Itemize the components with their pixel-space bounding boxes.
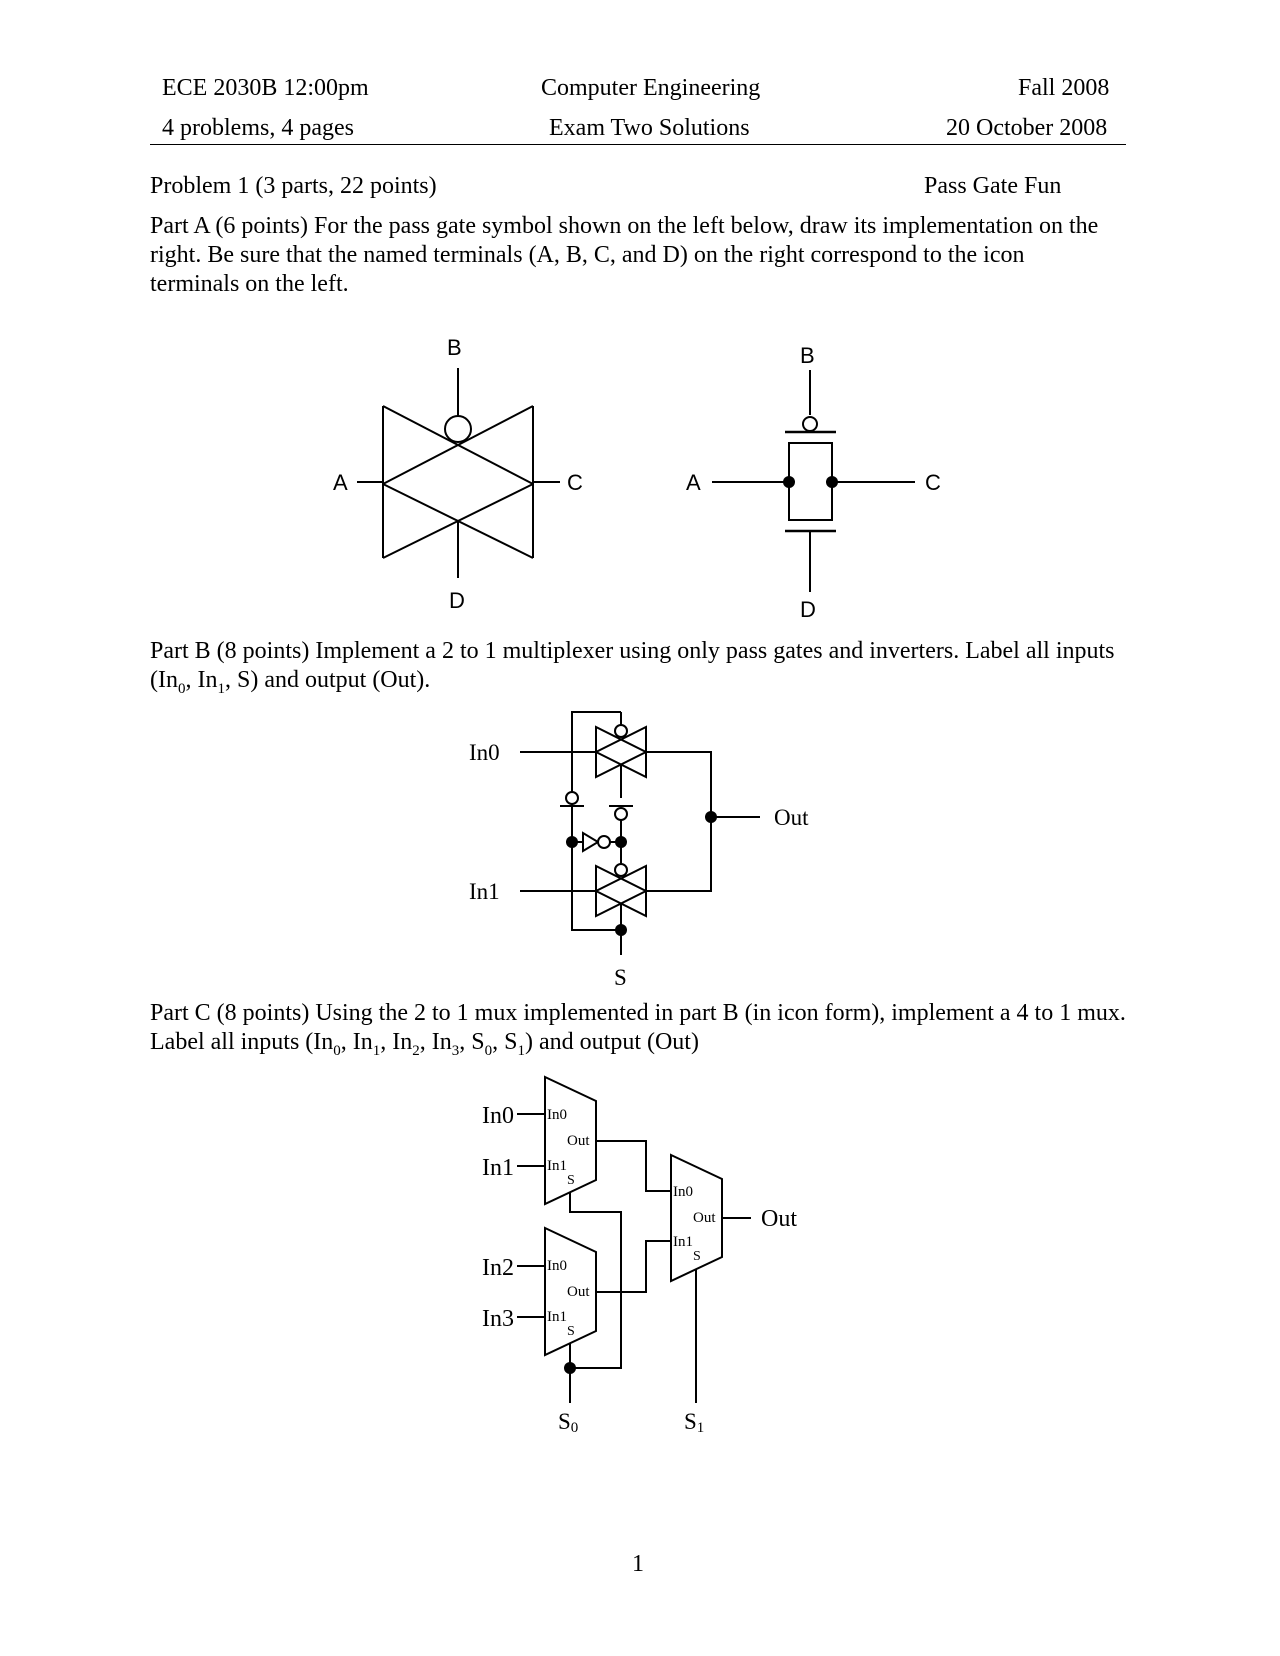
impl-bubble xyxy=(803,417,817,431)
pass-gate-implementation xyxy=(686,343,941,622)
header-term: Fall 2008 xyxy=(1018,75,1110,101)
label-s: S xyxy=(614,965,627,990)
pg1-bubble xyxy=(615,725,627,737)
impl-label-a: A xyxy=(686,470,701,495)
label-c-in2: In2 xyxy=(482,1255,514,1281)
label-in0: In0 xyxy=(469,740,500,765)
icon-label-c: C xyxy=(567,470,583,495)
header-dept: Computer Engineering xyxy=(541,75,761,101)
label-s1: S1 xyxy=(684,1409,705,1436)
part-a-text: Part A (6 points) For the pass gate symbol shown on the left below, draw its implementation on the right. Be sure that the named terminals (A, B, C, and D) on the right correspond to the icon terminals on the left. xyxy=(150,213,1099,297)
ctrl-bubble-left xyxy=(566,792,578,804)
mux-b-in0: In0 xyxy=(547,1258,567,1274)
inverter xyxy=(583,833,598,851)
page-number: 1 xyxy=(632,1551,644,1577)
mux-c-in0: In0 xyxy=(673,1184,693,1200)
out-node xyxy=(705,811,717,823)
inv-bubble xyxy=(598,836,610,848)
label-c-out: Out xyxy=(761,1206,797,1232)
pg2-bubble xyxy=(615,864,627,876)
label-c-in3: In3 xyxy=(482,1306,514,1332)
impl-label-b: B xyxy=(800,343,815,368)
inv-node-right xyxy=(615,836,627,848)
icon-label-b: B xyxy=(447,335,462,360)
inv-node-left xyxy=(566,836,578,848)
part-b-text: Part B (8 points) Implement a 2 to 1 multiplexer using only pass gates and inverters. Label all inputs ($In_0$, $In_1$, S) and output (Out). xyxy=(150,638,1115,697)
impl-node-c xyxy=(826,476,838,488)
mux2-schematic xyxy=(469,712,809,990)
part-c-text: Part C (8 points) Using the 2 to 1 mux implemented in part B (in icon form), implement a 4 to 1 mux. Label all inputs ($In_0$, $In_1$, $In_2$, $In_3$, $S_0$, $S_1$) and output (Out) xyxy=(150,1000,1126,1059)
impl-label-c: C xyxy=(925,470,941,495)
header-course: ECE 2030B 12:00pm xyxy=(162,75,369,101)
mux-a-in1: In1 xyxy=(547,1158,567,1174)
icon-bubble xyxy=(445,416,471,442)
wire-a-out xyxy=(596,1141,671,1191)
label-s0: S0 xyxy=(558,1409,579,1436)
wire-b-out xyxy=(596,1241,671,1292)
pass-gate-icon xyxy=(333,335,583,613)
mux-b-out: Out xyxy=(567,1284,590,1300)
problem-title: Problem 1 (3 parts, 22 points) xyxy=(150,173,437,199)
mux-a-s: S xyxy=(567,1173,575,1188)
header-problems-pages: 4 problems, 4 pages xyxy=(162,115,354,141)
impl-node-a xyxy=(783,476,795,488)
label-c-in0: In0 xyxy=(482,1103,514,1129)
mux-b-in1: In1 xyxy=(547,1309,567,1325)
mux-a-out: Out xyxy=(567,1133,590,1149)
mux-c-s: S xyxy=(693,1249,701,1264)
impl-channel xyxy=(789,443,832,520)
impl-label-d: D xyxy=(800,597,816,622)
icon-label-a: A xyxy=(333,470,348,495)
ctrl-bubble-right xyxy=(615,808,627,820)
mux4-schematic xyxy=(482,1077,797,1436)
header-date: 20 October 2008 xyxy=(946,115,1108,141)
s0-node xyxy=(564,1362,576,1374)
label-in1: In1 xyxy=(469,879,500,904)
out-bus xyxy=(646,752,711,891)
mux-a-in0: In0 xyxy=(547,1107,567,1123)
icon-label-d: D xyxy=(449,588,465,613)
header-exam: Exam Two Solutions xyxy=(549,115,750,141)
mux-c-in1: In1 xyxy=(673,1234,693,1250)
s-node xyxy=(615,924,627,936)
mux-c-out: Out xyxy=(693,1210,716,1226)
mux-b-s: S xyxy=(567,1324,575,1339)
label-c-in1: In1 xyxy=(482,1155,514,1181)
label-out: Out xyxy=(774,805,809,830)
problem-topic: Pass Gate Fun xyxy=(924,173,1062,199)
